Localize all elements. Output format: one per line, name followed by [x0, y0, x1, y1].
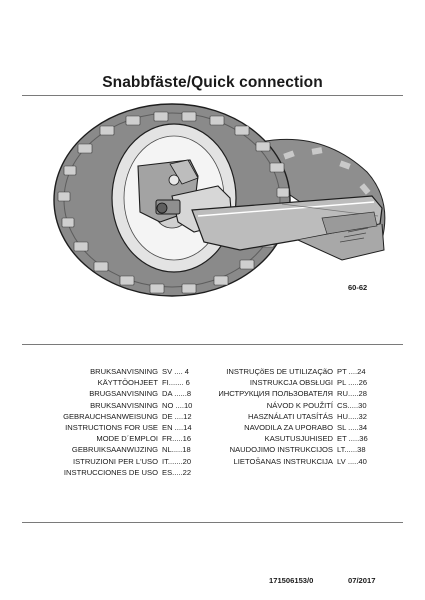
manual-page-ref: ES.....22: [162, 467, 192, 477]
section-divider-top: [22, 344, 403, 345]
manual-language: INSTRUCTIONS FOR USE: [65, 423, 158, 433]
manual-language: GEBRUIKSAANWIJZING: [71, 445, 158, 455]
manual-page-ref: DA ......8: [162, 389, 192, 399]
manual-page-ref: NO ....10: [162, 400, 193, 410]
manual-page-ref: FI....... 6: [162, 378, 190, 388]
document-number: 171506153/0: [269, 576, 314, 585]
manual-row: [212, 366, 407, 377]
manual-language: INSTRUKCJA OBSŁUGI: [249, 378, 333, 388]
manual-row: [212, 400, 407, 411]
manual-language: BRUKSANVISNING: [90, 400, 158, 410]
manual-language: HASZNÁLATI UTASÍTÁS: [248, 411, 333, 421]
manual-row: [22, 456, 222, 467]
manual-list-left: [22, 366, 222, 478]
manual-row: [212, 377, 407, 388]
manual-row: [212, 422, 407, 433]
manual-row: [212, 433, 407, 444]
manual-page-ref: PT ....24: [337, 367, 366, 376]
manual-row: [22, 422, 222, 433]
manual-row: [22, 411, 222, 422]
figure-label: 60-62: [348, 283, 368, 292]
manual-row: [22, 388, 222, 399]
manual-row: [22, 377, 222, 388]
manual-page-ref: NL.....18: [162, 445, 191, 455]
manual-row: [212, 444, 407, 455]
manual-row: [212, 456, 407, 467]
manual-page-ref: ET .....36: [337, 434, 368, 444]
manual-page-ref: HU.....32: [337, 411, 367, 421]
manual-page-ref: SL .....34: [337, 423, 368, 433]
manual-row: [212, 411, 407, 422]
manual-language: BRUKSANVISNING: [90, 367, 158, 376]
section-divider-bottom: [22, 522, 403, 523]
manual-page-ref: LV .....40: [337, 456, 367, 466]
manual-language: KASUTUSJUHISED: [264, 434, 333, 444]
manual-page-ref: SV .... 4: [162, 367, 190, 376]
manual-row: [22, 444, 222, 455]
manual-row: [22, 366, 222, 377]
manual-page-ref: DE ....12: [162, 411, 192, 421]
manual-page-ref: FR.....16: [162, 434, 192, 444]
manual-row: [212, 388, 407, 399]
manual-language: BRUGSANVISNING: [89, 389, 158, 399]
manual-language: ИНСТРУКЦИЯ ПОЛЬЗОВАТЕЛЯ: [218, 389, 333, 399]
manual-page-ref: IT.......20: [162, 456, 192, 466]
page-title: Snabbfäste/Quick connection: [102, 74, 323, 91]
manual-page-ref: EN ....14: [162, 423, 192, 433]
document-date: 07/2017: [348, 576, 376, 585]
manual-page-ref: RU.....28: [337, 389, 367, 399]
manual-language: INSTRUCCIONES DE USO: [63, 467, 158, 477]
manual-language: KÄYTTÖOHJEET: [97, 378, 158, 388]
manual-language: ISTRUZIONI PER L'USO: [73, 456, 158, 466]
manual-page-ref: PL .....26: [337, 378, 368, 388]
manual-language: LIETOŠANAS INSTRUKCIJA: [233, 456, 333, 466]
manual-language: INSTRUÇõES DE UTILIZAÇãO: [226, 367, 333, 376]
manual-language: NÁVOD K POUŽITÍ: [266, 400, 333, 410]
manual-row: [22, 467, 222, 478]
manual-language: NAUDOJIMO INSTRUKCIJOS: [229, 445, 333, 455]
manual-list-right: [212, 366, 407, 467]
quick-connection-illustration: [22, 100, 403, 340]
manual-page-ref: LT......38: [337, 445, 366, 455]
manual-language: MODE D´EMPLOI: [96, 434, 158, 444]
manual-language: NAVODILA ZA UPORABO: [244, 423, 333, 433]
manual-language: GEBRAUCHSANWEISUNG: [63, 411, 158, 421]
manual-page-ref: CS.....30: [337, 400, 367, 410]
title-divider: [22, 95, 403, 96]
manual-row: [22, 400, 222, 411]
manual-row: [22, 433, 222, 444]
